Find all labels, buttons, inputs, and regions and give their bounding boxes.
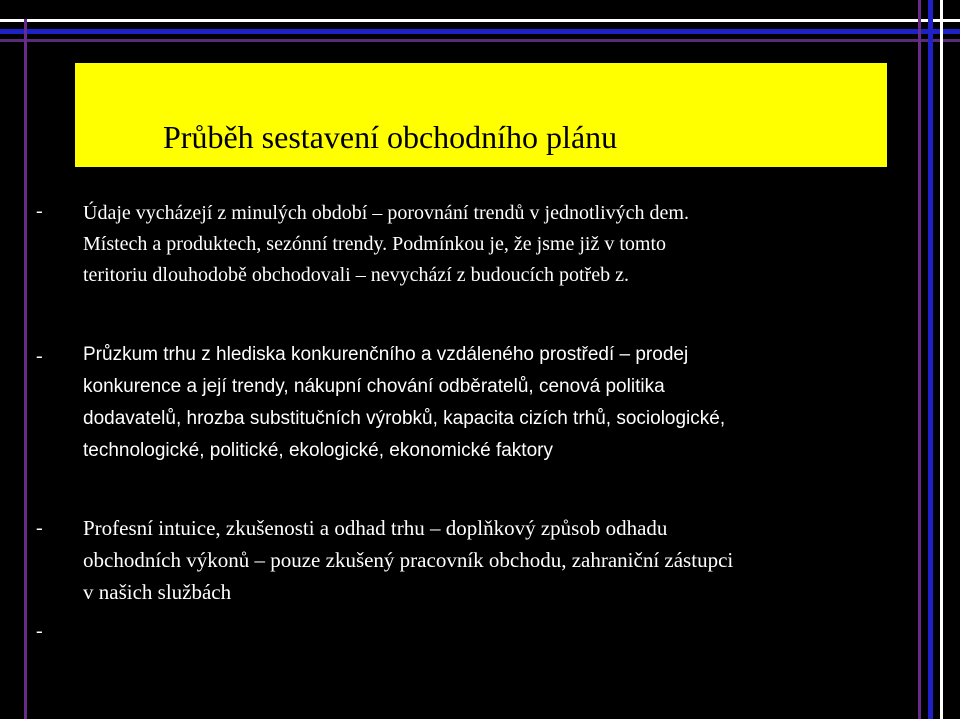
bullet-marker-2: - [36, 345, 43, 367]
frame-line-right-purple [918, 0, 921, 719]
frame-line-right-blue [928, 0, 933, 719]
frame-line-left-purple [24, 19, 27, 719]
bullet-1-line-1: Údaje vycházejí z minulých období – porovnání trendů v jednotlivých dem. [83, 202, 689, 224]
bullet-marker-1: - [36, 200, 43, 222]
bullet-marker-4: - [36, 620, 43, 642]
bullet-text-3 [83, 512, 913, 608]
frame-line-right-white [940, 0, 943, 719]
bullet-1-line-3: teritoriu dlouhodobě obchodovali – nevychází z budoucích potřeb z. [83, 264, 629, 286]
bullet-text-2 [83, 339, 913, 467]
bullet-1-line-2: Místech a produktech, sezónní trendy. Podmínkou je, že jsme již v tomto [83, 233, 667, 255]
frame-line-top-blue [0, 29, 960, 34]
slide-title: Průběh sestavení obchodního plánu [163, 119, 618, 155]
bullet-3-line-2: obchodních výkonů – pouze zkušený pracovník obchodu, zahraniční zástupci [83, 548, 734, 572]
bullet-3-line-1: Profesní intuice, zkušenosti a odhad trhu – doplňkový způsob odhadu [83, 516, 668, 540]
title-box [75, 63, 887, 167]
frame-line-top-purple [0, 39, 960, 42]
frame-line-top-white [0, 19, 960, 22]
bullet-3-line-3: v našich službách [83, 580, 232, 604]
bullet-2-line-1: Průzkum trhu z hlediska konkurenčního a vzdáleného prostředí – prodej [83, 344, 689, 365]
bullet-2-line-4: technologické, politické, ekologické, ekonomické faktory [83, 440, 553, 461]
bullet-marker-3: - [36, 517, 43, 539]
bullet-2-line-2: konkurence a její trendy, nákupní chování odběratelů, cenová politika [83, 376, 665, 397]
bullet-text-1 [83, 198, 913, 291]
bullet-2-line-3: dodavatelů, hrozba substitučních výrobků, kapacita cizích trhů, sociologické, [83, 408, 726, 429]
